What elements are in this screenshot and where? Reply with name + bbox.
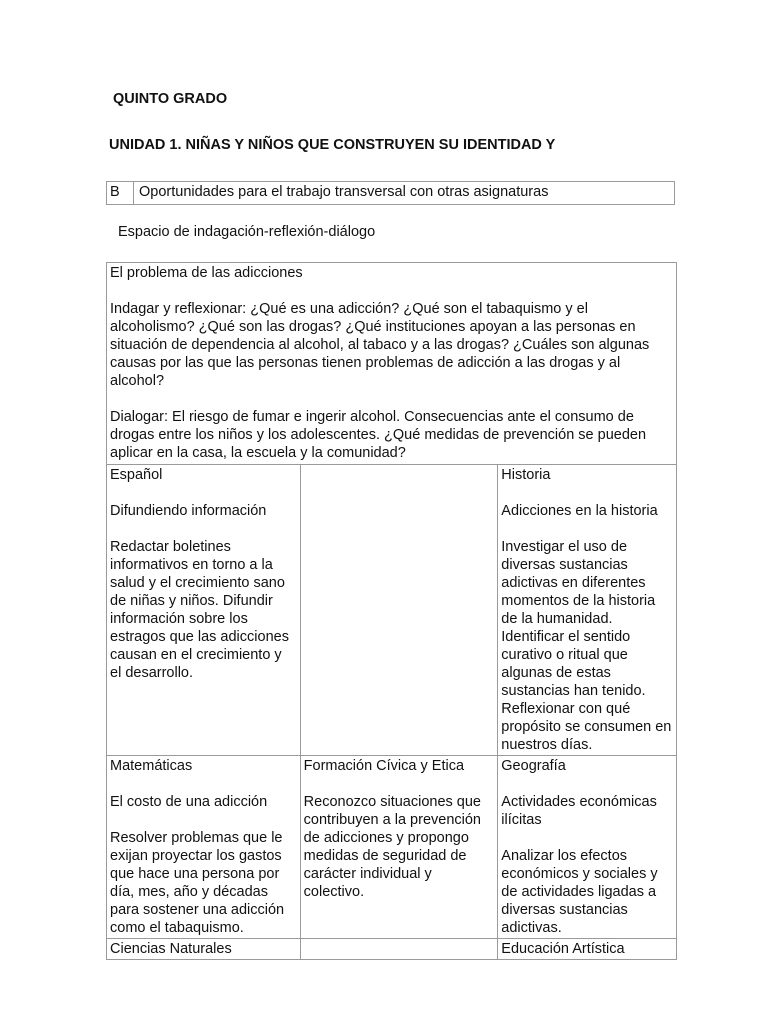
civica-description: Reconozco situaciones que contribuyen a la prevención de adicciones y propongo medidas de seguridad de carácter individual y colectivo.	[303, 794, 481, 900]
space-title: Espacio de indagación-reflexión-diálogo	[118, 224, 376, 240]
geografia-description: Analizar los efectos económicos y sociales y de actividades ligadas a diversas sustancias adictivas.	[501, 848, 658, 936]
civica-name: Formación Cívica y Etica	[303, 758, 465, 774]
espanol-cell	[107, 465, 301, 756]
problem-row	[107, 263, 677, 465]
ciencias-name: Ciencias Naturales	[110, 941, 232, 957]
subjects-row-3	[107, 939, 677, 960]
problem-dialogar: Dialogar: El riesgo de fumar e ingerir alcohol. Consecuencias ante el consumo de drogas entre los niños y los adolescentes. ¿Qué medidas de prevención se pueden aplicar en la casa, la escuela y la comunidad?	[110, 409, 647, 461]
section-b-table	[106, 181, 675, 205]
matematicas-topic: El costo de una adicción	[110, 794, 268, 810]
problem-indagar: Indagar y reflexionar: ¿Qué es una adicción? ¿Qué son el tabaquismo y el alcoholismo? ¿Qué son las drogas? ¿Qué instituciones apoyan a las personas en situación de dependencia al alcohol, al tabaco y a las drogas? ¿Cuáles son algunas causas por las que las personas tienen problemas de adicción a las drogas y al alcohol?	[110, 301, 650, 389]
grade-title: QUINTO GRADO	[113, 91, 228, 107]
historia-topic: Adicciones en la historia	[501, 503, 658, 519]
matematicas-description: Resolver problemas que le exijan proyectar los gastos que hace una persona por día, mes, año y décadas para sostener una adicción como el tabaquismo.	[110, 830, 285, 936]
section-letter: B	[110, 184, 120, 200]
problem-title: El problema de las adicciones	[110, 265, 303, 281]
empty-cell-2	[300, 939, 498, 960]
subjects-row-1	[107, 465, 677, 756]
ciencias-cell	[107, 939, 301, 960]
geografia-name: Geografía	[501, 758, 566, 774]
geografia-topic: Actividades económicas ilícitas	[501, 794, 657, 828]
geografia-cell	[498, 756, 677, 939]
historia-cell	[498, 465, 677, 756]
historia-name: Historia	[501, 467, 551, 483]
section-divider	[133, 182, 134, 204]
subjects-row-2	[107, 756, 677, 939]
artistica-cell	[498, 939, 677, 960]
matematicas-name: Matemáticas	[110, 758, 193, 774]
section-title: Oportunidades para el trabajo transversal con otras asignaturas	[139, 184, 549, 200]
empty-cell-1	[300, 465, 498, 756]
civica-cell	[300, 756, 498, 939]
unit-title: UNIDAD 1. NIÑAS Y NIÑOS QUE CONSTRUYEN SU IDENTIDAD Y	[109, 137, 556, 153]
content-table	[106, 262, 677, 960]
espanol-description: Redactar boletines informativos en torno a la salud y el crecimiento sano de niñas y niños. Difundir información sobre los estragos que las adicciones causan en el crecimiento y el desarrollo.	[110, 539, 289, 681]
matematicas-cell	[107, 756, 301, 939]
espanol-name: Español	[110, 467, 163, 483]
espanol-topic: Difundiendo información	[110, 503, 267, 519]
problem-cell	[107, 263, 677, 465]
historia-description: Investigar el uso de diversas sustancias adictivas en diferentes momentos de la historia de la humanidad. Identificar el sentido curativo o ritual que algunas de estas sustancias han tenido. Reflexionar con qué propósito se consumen en nuestros días.	[501, 539, 672, 753]
artistica-name: Educación Artística	[501, 941, 625, 957]
